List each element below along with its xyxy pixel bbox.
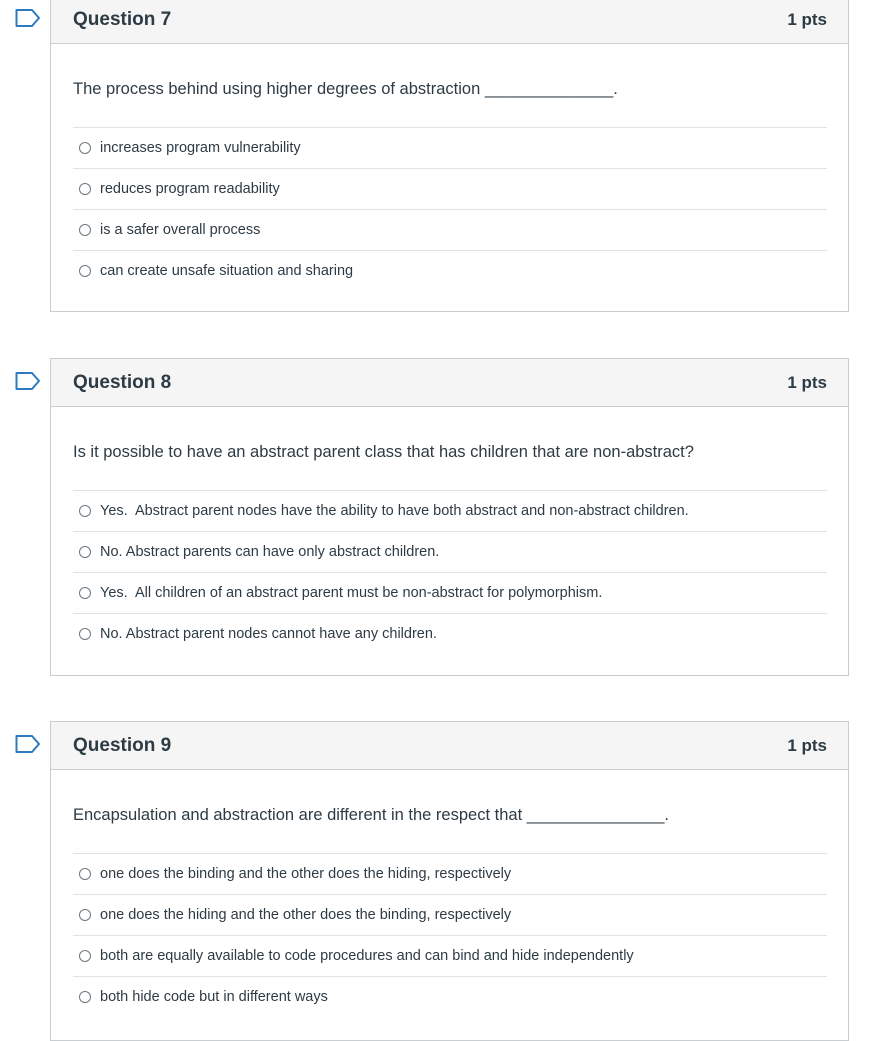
radio-unchecked-icon[interactable] [79, 505, 91, 517]
answer-label[interactable]: Yes. Abstract parent nodes have the ability to have both abstract and non-abstract children. [100, 503, 689, 519]
answer-label[interactable]: Yes. All children of an abstract parent must be non-abstract for polymorphism. [100, 585, 603, 601]
radio-unchecked-icon[interactable] [79, 546, 91, 558]
answer-label[interactable]: No. Abstract parents can have only abstract children. [100, 544, 440, 560]
radio-unchecked-icon[interactable] [79, 628, 91, 640]
answer-option[interactable] [73, 127, 827, 168]
answer-option[interactable] [73, 250, 827, 291]
flag-question-icon[interactable] [15, 8, 41, 28]
question-9 [50, 721, 849, 1041]
question-7 [50, 0, 849, 312]
question-points: 1 pts [787, 735, 827, 755]
answer-option[interactable] [73, 168, 827, 209]
question-header [51, 0, 848, 44]
question-body [51, 44, 848, 291]
answer-option[interactable] [73, 613, 827, 654]
answer-list [73, 853, 827, 1017]
answer-option[interactable] [73, 531, 827, 572]
question-points: 1 pts [787, 372, 827, 392]
answer-option[interactable] [73, 894, 827, 935]
answer-label[interactable]: reduces program readability [100, 181, 280, 197]
question-header [51, 722, 848, 770]
flag-question-icon[interactable] [15, 734, 41, 754]
question-body [51, 407, 848, 654]
answer-option[interactable] [73, 935, 827, 976]
question-text: The process behind using higher degrees of abstraction ______________. [73, 80, 618, 98]
answer-label[interactable]: can create unsafe situation and sharing [100, 263, 354, 279]
radio-unchecked-icon[interactable] [79, 950, 91, 962]
answer-label[interactable]: both are equally available to code procedures and can bind and hide independently [100, 948, 634, 964]
answer-label[interactable]: increases program vulnerability [100, 140, 301, 156]
answer-option[interactable] [73, 490, 827, 531]
radio-unchecked-icon[interactable] [79, 183, 91, 195]
question-text: Is it possible to have an abstract parent class that has children that are non-abstract? [73, 443, 694, 461]
answer-label[interactable]: one does the binding and the other does the hiding, respectively [100, 866, 512, 882]
question-text: Encapsulation and abstraction are different in the respect that _______________. [73, 806, 669, 824]
radio-unchecked-icon[interactable] [79, 868, 91, 880]
radio-unchecked-icon[interactable] [79, 265, 91, 277]
answer-label[interactable]: one does the hiding and the other does the binding, respectively [100, 907, 512, 923]
radio-unchecked-icon[interactable] [79, 909, 91, 921]
answer-option[interactable] [73, 853, 827, 894]
question-header [51, 359, 848, 407]
question-body [51, 770, 848, 1017]
radio-unchecked-icon[interactable] [79, 224, 91, 236]
flag-question-icon[interactable] [15, 371, 41, 391]
answer-label[interactable]: both hide code but in different ways [100, 989, 328, 1005]
question-points: 1 pts [787, 9, 827, 29]
question-title: Question 9 [73, 734, 172, 756]
answer-list [73, 490, 827, 654]
answer-label[interactable]: is a safer overall process [100, 222, 261, 238]
question-title: Question 7 [73, 8, 172, 30]
radio-unchecked-icon[interactable] [79, 142, 91, 154]
question-8 [50, 358, 849, 676]
answer-label[interactable]: No. Abstract parent nodes cannot have any children. [100, 626, 437, 642]
answer-list [73, 127, 827, 291]
radio-unchecked-icon[interactable] [79, 587, 91, 599]
answer-option[interactable] [73, 209, 827, 250]
answer-option[interactable] [73, 572, 827, 613]
question-title: Question 8 [73, 371, 172, 393]
answer-option[interactable] [73, 976, 827, 1017]
radio-unchecked-icon[interactable] [79, 991, 91, 1003]
